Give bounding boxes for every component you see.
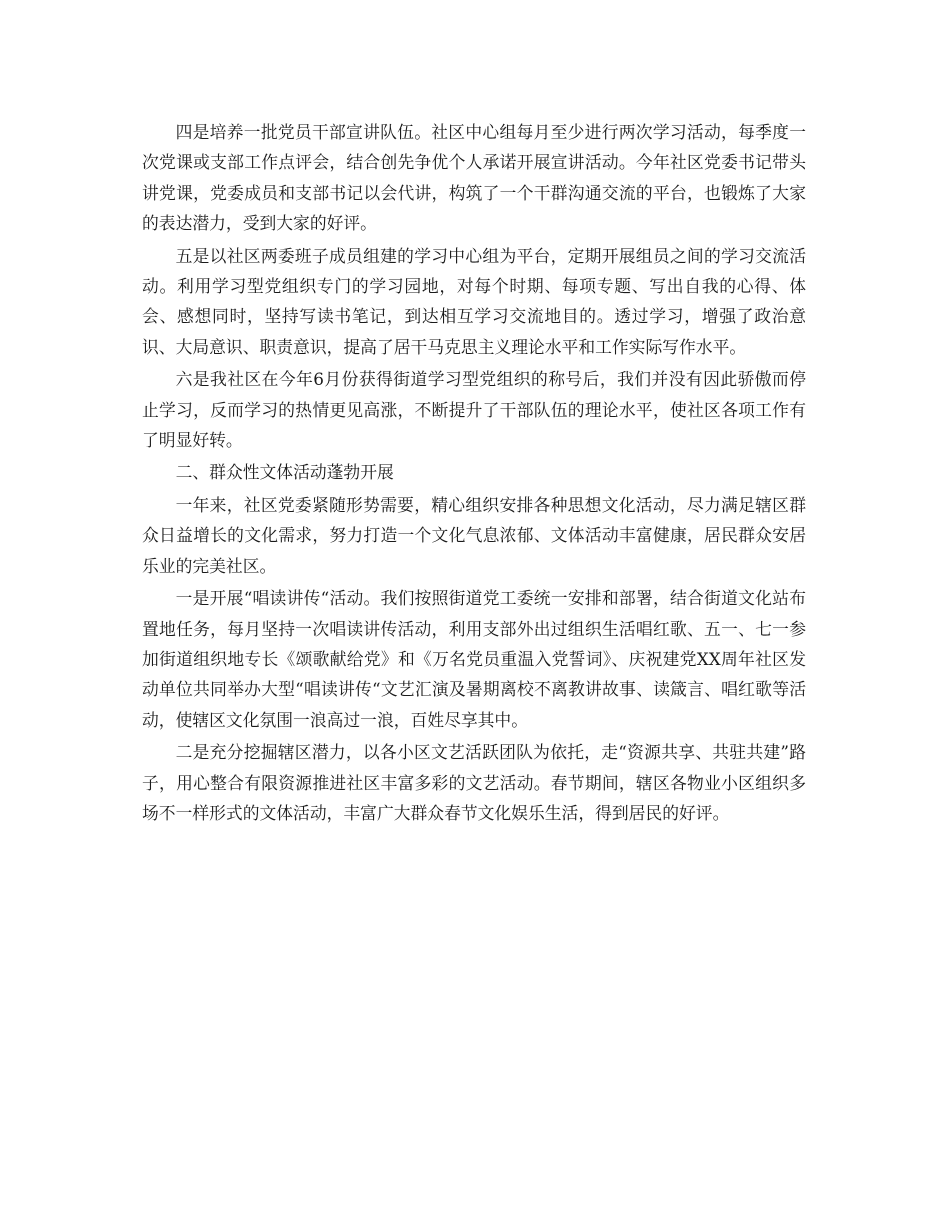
paragraph-study-group: 五是以社区两委班子成员组建的学习中心组为平台，定期开展组员之间的学习交流活动。利用学习型党组织专门的学习园地，对每个时期、每项专题、写出自我的心得、体会、感想同时，坚持写读书笔记，到达相互学习交流地目的。透过学习，增强了政治意识、大局意识、职责意识，提高了居干马克思主义理论水平和工作实际写作水平。	[142, 245, 806, 357]
paragraph-overview: 一年来，社区党委紧随形势需要，精心组织安排各种思想文化活动，尽力满足辖区群众日益增长的文化需求，努力打造一个文化气息浓郁、文体活动丰富健康，居民群众安居乐业的完美社区。	[142, 494, 806, 576]
section-heading: 二、群众性文体活动蓬勃开展	[175, 462, 394, 483]
paragraph-activity-two: 二是充分挖掘辖区潜力，以各小区文艺活跃团队为依托，走“资源共享、共驻共建”路子，用心整合有限资源推进社区丰富多彩的文艺活动。春节期间，辖区各物业小区组织多场不一样形式的文体活动，丰富广大群众春节文化娱乐生活，得到居民的好评。	[142, 742, 806, 823]
paragraph-activity-one: 一是开展“唱读讲传“活动。我们按照街道党工委统一安排和部署，结合街道文化站布置地任务，每月坚持一次唱读讲传活动，利用支部外出过组织生活唱红歌、五一、七一参加街道组织地专长《颂歌献给党》和《万名党员重温入党誓词》、庆祝建党XX周年社区发动单位共同举办大型“唱读讲传“文艺汇演及暑期离校不离教讲故事、读箴言、唱红歌等活动，使辖区文化氛围一浪高过一浪，百姓尽享其中。	[142, 588, 806, 730]
paragraph-training-team: 四是培养一批党员干部宣讲队伍。社区中心组每月至少进行两次学习活动，每季度一次党课或支部工作点评会，结合创先争优个人承诺开展宣讲活动。今年社区党委书记带头讲党课，党委成员和支部书记以会代讲，构筑了一个干群沟通交流的平台，也锻炼了大家的表达潜力，受到大家的好评。	[142, 122, 806, 234]
document-body	[142, 117, 806, 830]
paragraph-honor-title: 六是我社区在今年6月份获得街道学习型党组织的称号后，我们并没有因此骄傲而停止学习，反而学习的热情更见高涨，不断提升了干部队伍的理论水平，使社区各项工作有了明显好转。	[142, 369, 806, 451]
